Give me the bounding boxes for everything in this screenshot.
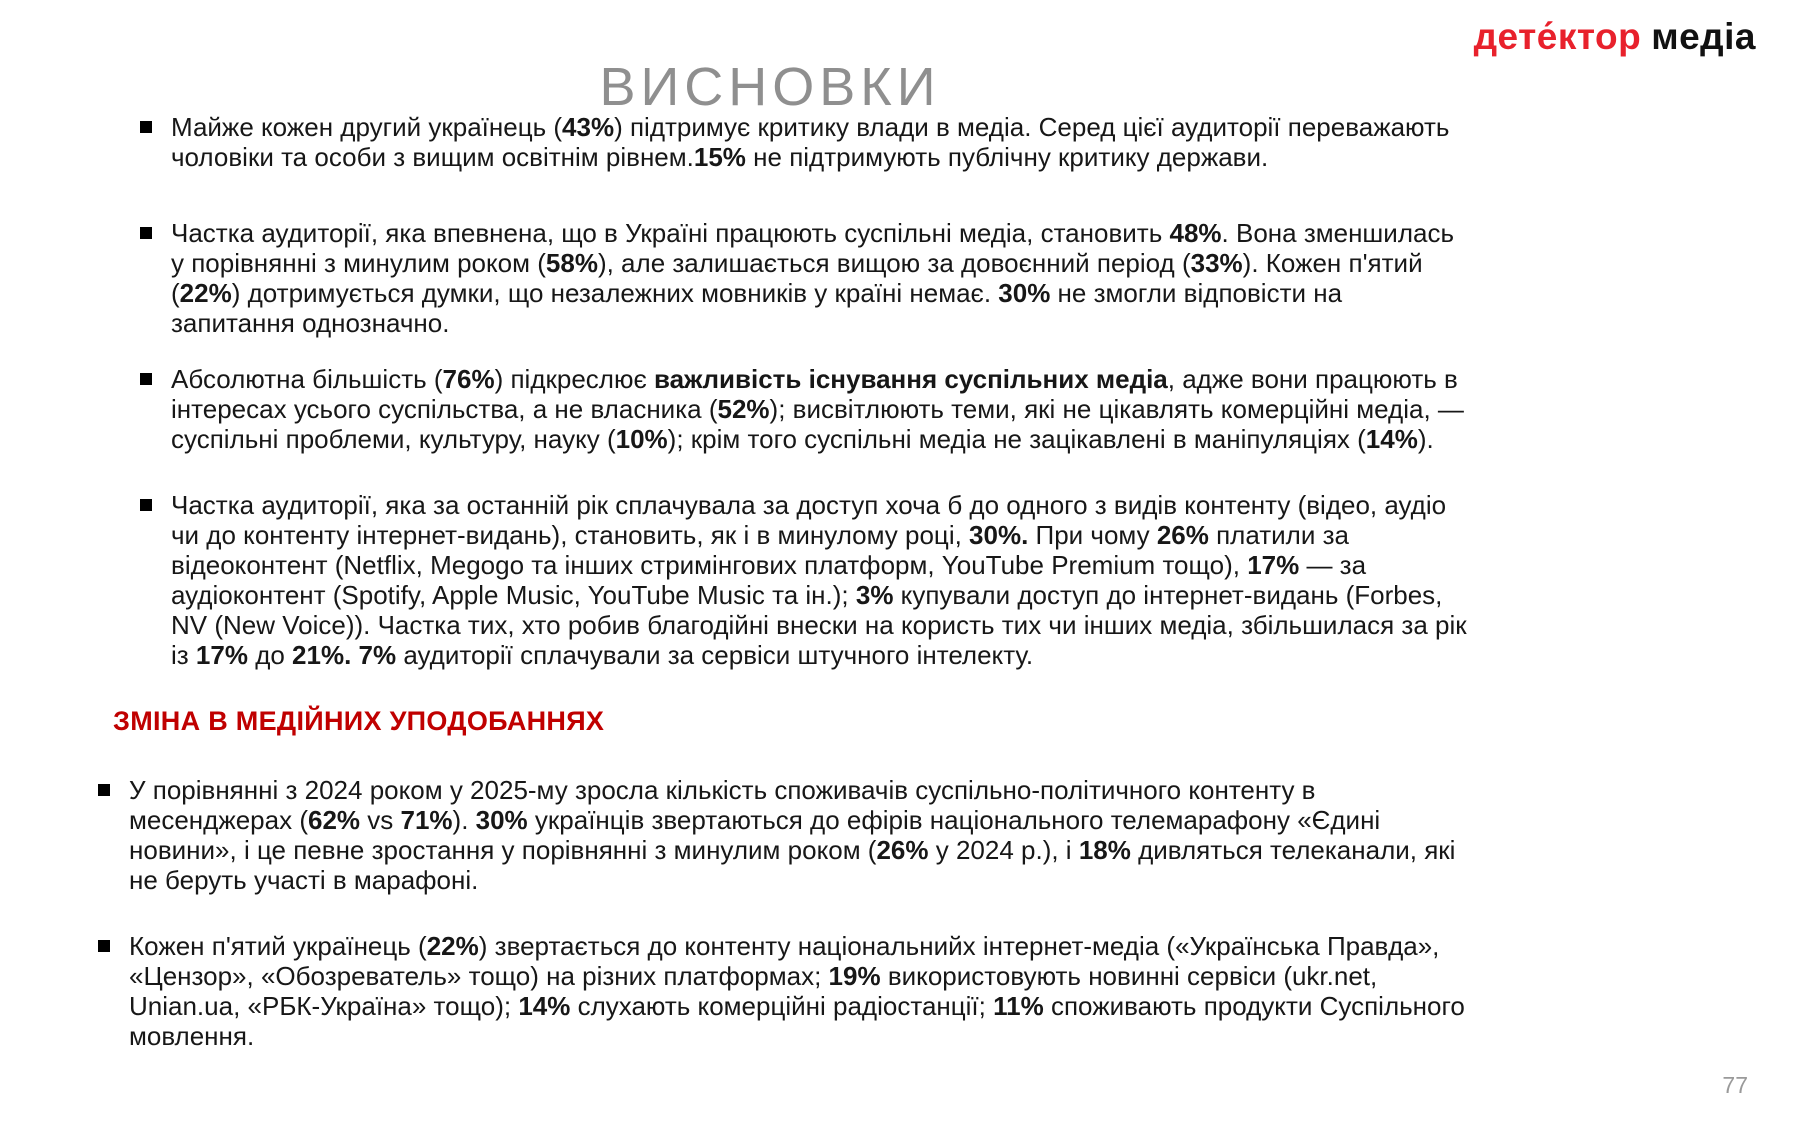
page-title: ВИСНОВКИ xyxy=(599,57,941,118)
bullet-item xyxy=(98,931,1475,1051)
logo-text-detector: дете́ктор xyxy=(1473,16,1642,57)
bullet-text: Абсолютна більшість (76%) підкреслює важливість існування суспільних медіа, адже вони працюють в інтересах усього суспільства, а не власника (52%); висвітлюють теми, які не цікавлять комерційні медіа, — суспільні проблеми, культуру, науку (10%); крім того суспільні медіа не зацікавлені в маніпуляціях (14%). xyxy=(171,364,1464,454)
section-heading-media-preferences: ЗМІНА В МЕДІЙНИХ УПОДОБАННЯХ xyxy=(113,706,605,736)
bullet-square-icon xyxy=(98,940,110,952)
bullet-text: Кожен п'ятий українець (22%) звертається до контенту національнийх інтернет-медіа («Українська Правда», «Цензор», «Обозреватель» тощо) на різних платформах; 19% використовують новинні сервіси (ukr.net, Unian.ua, «РБК-Україна» тощо); 14% слухають комерційні радіостанції; 11% споживають продукти Суспільного мовлення. xyxy=(129,931,1465,1051)
bullet-square-icon xyxy=(98,784,110,796)
bullet-text: У порівнянні з 2024 роком у 2025-му зросла кількість споживачів суспільно-політичного контенту в месенджерах (62% vs 71%). 30% українців звертаються до ефірів національного телемарафону «Єдині новини», і це певне зростання у порівнянні з минулим роком (26% у 2024 р.), і 18% дивляться телеканали, які не беруть участі в марафоні. xyxy=(129,775,1456,895)
bullet-item xyxy=(140,218,1470,338)
bullet-square-icon xyxy=(140,373,152,385)
bullet-text: Майже кожен другий українець (43%) підтримує критику влади в медіа. Серед цієї аудиторії переважають чоловіки та особи з вищим освітнім рівнем.15% не підтримують публічну критику держави. xyxy=(171,112,1450,172)
detector-media-logo xyxy=(1474,16,1756,58)
bullet-square-icon xyxy=(140,121,152,133)
bullet-text: Частка аудиторії, яка впевнена, що в Україні працюють суспільні медіа, становить 48%. Вона зменшилась у порівнянні з минулим роком (58%), але залишається вищою за довоєнний період (33%). Кожен п'ятий (22%) дотримується думки, що незалежних мовників у країні немає. 30% не змогли відповісти на запитання однозначно. xyxy=(171,218,1454,338)
bullet-square-icon xyxy=(140,227,152,239)
bullet-item xyxy=(140,112,1470,172)
bullet-item xyxy=(140,490,1470,670)
bullet-text: Частка аудиторії, яка за останній рік сплачувала за доступ хоча б до одного з видів контенту (відео, аудіо чи до контенту інтернет-видань), становить, як і в минулому році, 30%. При чому 26% платили за відеоконтент (Netflix, Megogo та інших стримінгових платформ, YouTube Premium тощо), 17% — за аудіоконтент (Spotify, Apple Music, YouTube Music та ін.); 3% купували доступ до інтернет-видань (Forbes, NV (New Voice)). Частка тих, хто робив благодійні внески на користь тих чи інших медіа, збільшилася за рік із 17% до 21%. 7% аудиторії сплачували за сервіси штучного інтелекту. xyxy=(171,490,1467,670)
media-preferences-bullet-list xyxy=(98,775,1475,1051)
conclusions-bullet-list xyxy=(140,112,1470,670)
page-number: 77 xyxy=(1722,1072,1748,1098)
slide-content xyxy=(0,112,1800,1087)
bullet-square-icon xyxy=(140,499,152,511)
bullet-item xyxy=(140,364,1470,454)
bullet-item xyxy=(98,775,1475,895)
logo-text-media: медіа xyxy=(1651,16,1756,57)
